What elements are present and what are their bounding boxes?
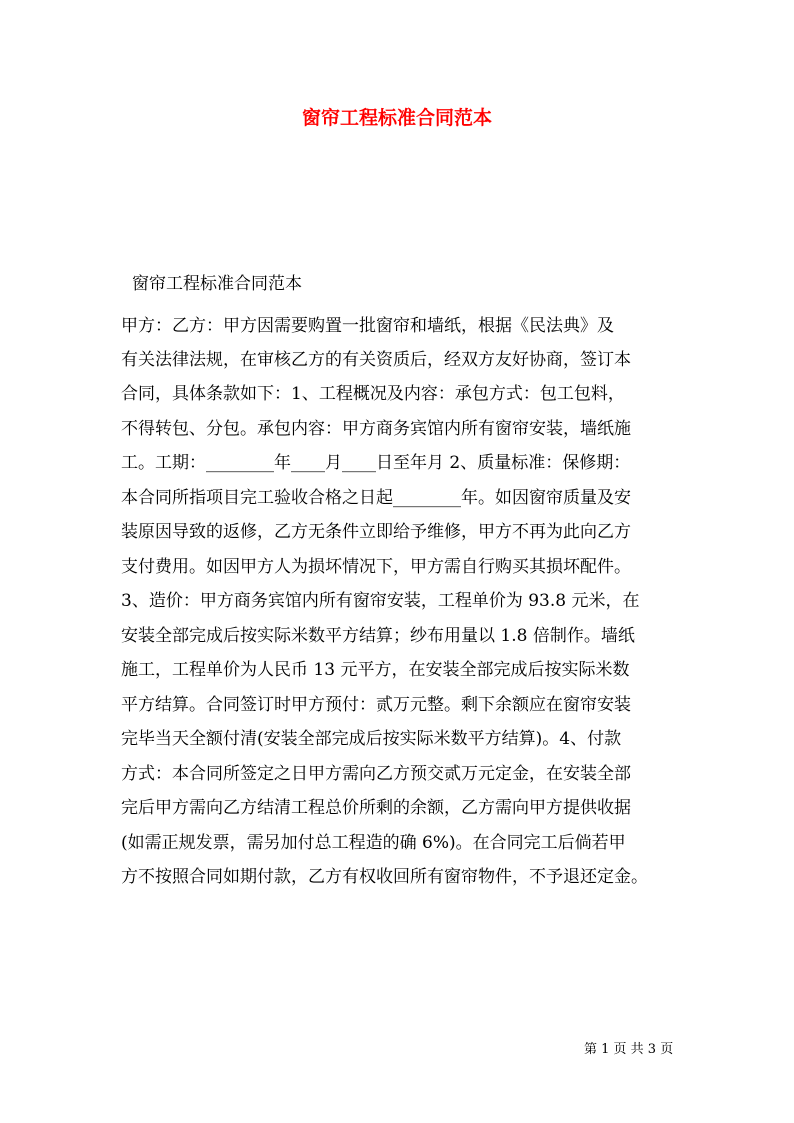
body-line: 合同，具体条款如下：1、工程概况及内容：承包方式：包工包料，: [121, 384, 625, 404]
body-line: 本合同所指项目完工验收合格之日起________年。如因窗帘质量及安: [121, 488, 631, 508]
document-title: 窗帘工程标准合同范本: [301, 107, 492, 129]
body-line: 3、造价：甲方商务宾馆内所有窗帘安装，工程单价为 93.8 元米，在: [121, 591, 640, 611]
body-line: 完后甲方需向乙方结清工程总价所剩的余额，乙方需向甲方提供收据: [121, 798, 631, 818]
body-line: 方式：本合同所签定之日甲方需向乙方预交贰万元定金，在安装全部: [121, 764, 631, 784]
body-line: 不得转包、分包。承包内容：甲方商务宾馆内所有窗帘安装，墙纸施: [121, 419, 631, 439]
body-line: 平方结算。合同签订时甲方预付：贰万元整。剩下余额应在窗帘安装: [121, 695, 631, 715]
body-line: (如需正规发票，需另加付总工程造的确 6%)。在合同完工后倘若甲: [121, 833, 626, 853]
body-line: 安装全部完成后按实际米数平方结算；纱布用量以 1.8 倍制作。墙纸: [121, 626, 635, 646]
body-line: 支付费用。如因甲方人为损坏情况下，甲方需自行购买其损坏配件。: [121, 557, 631, 577]
body-line: 施工，工程单价为人民币 13 元平方，在安装全部完成后按实际米数: [121, 660, 630, 680]
page-number-footer: 第 1 页 共 3 页: [584, 1042, 674, 1057]
body-line: 工。工期：________年____月____日至年月 2、质量标准：保修期：: [121, 453, 631, 473]
body-line: 甲方：乙方：甲方因需要购置一批窗帘和墙纸，根据《民法典》及: [121, 316, 614, 336]
body-line: 有关法律法规，在审核乙方的有关资质后，经双方友好协商，签订本: [121, 350, 631, 370]
body-line: 完毕当天全额付清(安装全部完成后按实际米数平方结算)。4、付款: [121, 729, 622, 749]
body-line: 装原因导致的返修，乙方无条件立即给予维修，甲方不再为此向乙方: [121, 522, 631, 542]
body-line: 方不按照合同如期付款，乙方有权收回所有窗帘物件，不予退还定金。: [121, 867, 648, 887]
document-subtitle: 窗帘工程标准合同范本: [132, 274, 302, 294]
